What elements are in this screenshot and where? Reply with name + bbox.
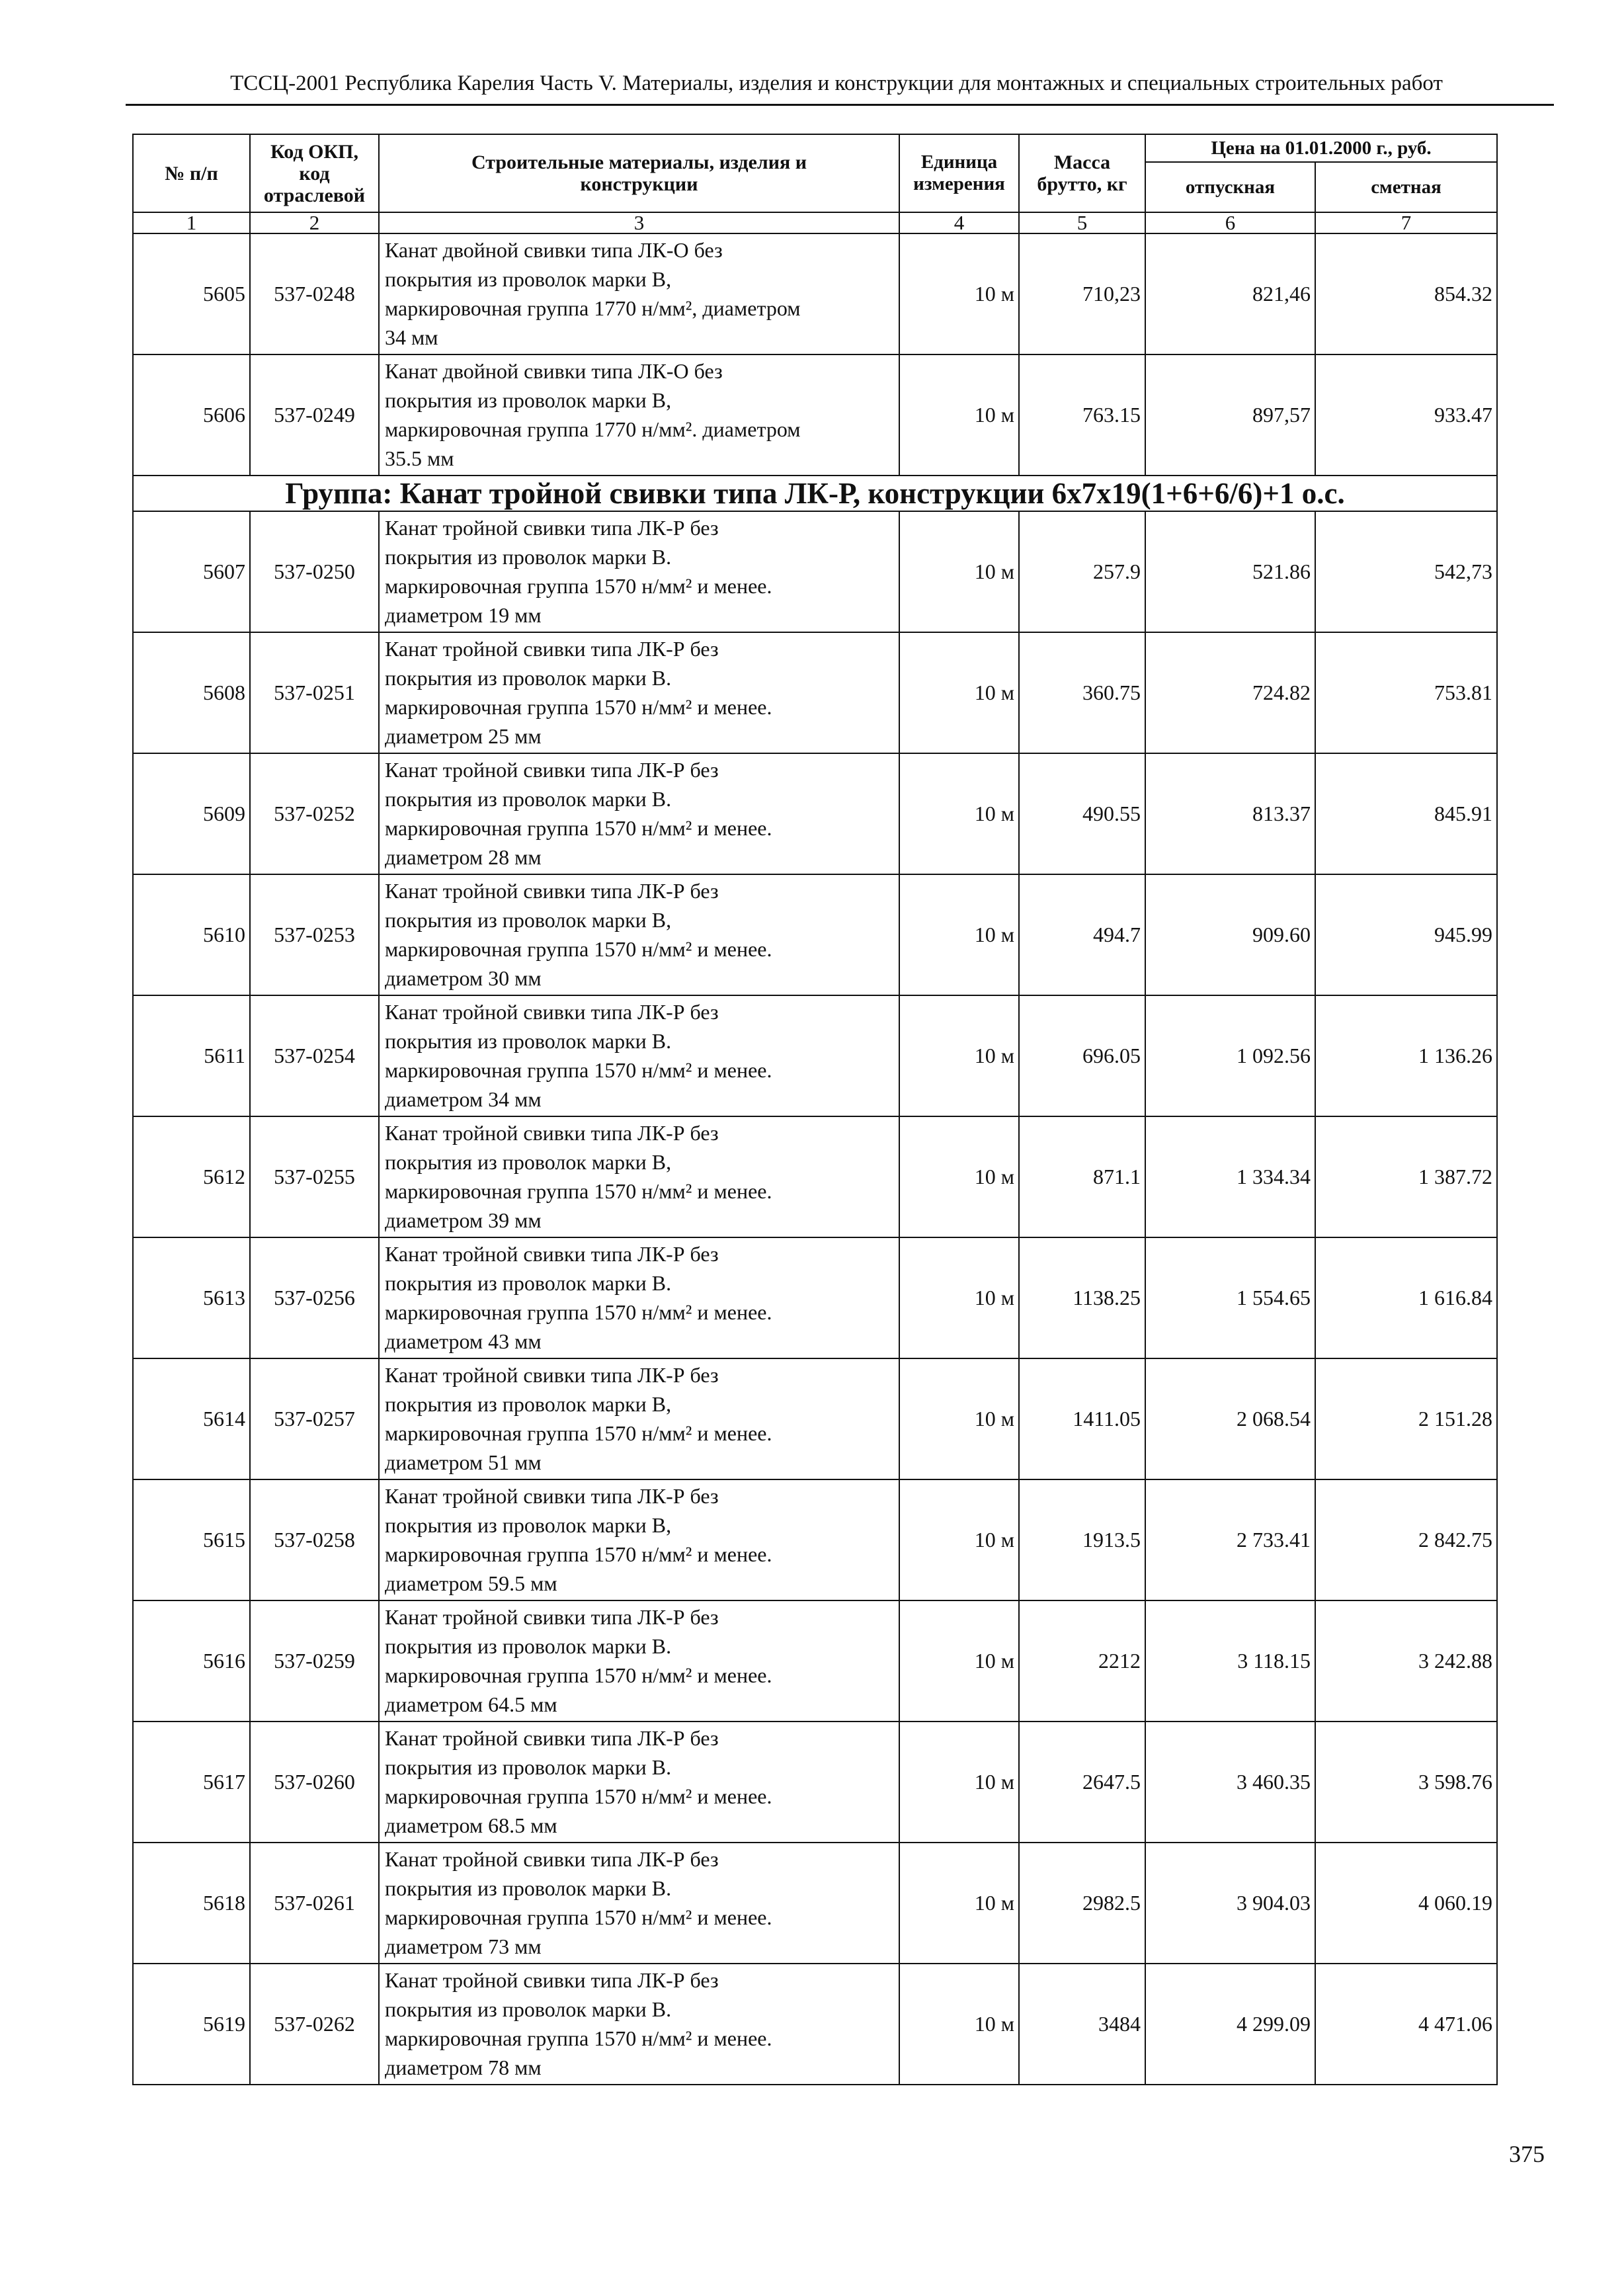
row-price-release: 897,57 xyxy=(1145,354,1315,476)
row-mass: 3484 xyxy=(1019,1964,1145,2085)
group-row xyxy=(133,476,1497,511)
row-code: 537-0253 xyxy=(250,874,379,995)
row-price-release: 909.60 xyxy=(1145,874,1315,995)
row-price-release: 3 460.35 xyxy=(1145,1722,1315,1843)
row-price-estimate: 933.47 xyxy=(1315,354,1497,476)
row-price-release: 1 554.65 xyxy=(1145,1237,1315,1358)
row-unit: 10 м xyxy=(899,1479,1019,1600)
row-price-release: 2 733.41 xyxy=(1145,1479,1315,1600)
header-price-release: отпускная xyxy=(1145,162,1315,212)
table-row xyxy=(133,995,1497,1116)
table-row xyxy=(133,1964,1497,2085)
description-line: покрытия из проволок марки В. xyxy=(385,1876,672,1900)
row-price-estimate: 2 151.28 xyxy=(1315,1358,1497,1479)
description-line: Канат тройной свивки типа ЛК-Р без xyxy=(385,1000,719,1024)
description-line: маркировочная группа 1570 н/мм² и менее. xyxy=(385,574,772,598)
table-row xyxy=(133,1116,1497,1237)
row-unit: 10 м xyxy=(899,1237,1019,1358)
column-number: 4 xyxy=(899,212,1019,233)
row-code: 537-0256 xyxy=(250,1237,379,1358)
header-mass xyxy=(1019,134,1145,212)
column-numbers-row xyxy=(133,212,1497,233)
description-line: диаметром 73 мм xyxy=(385,1934,542,1958)
table-row xyxy=(133,1358,1497,1479)
row-description xyxy=(379,874,899,995)
row-unit: 10 м xyxy=(899,1600,1019,1722)
description-line: диаметром 25 мм xyxy=(385,724,542,748)
row-price-estimate: 4 060.19 xyxy=(1315,1843,1497,1964)
row-price-estimate: 542,73 xyxy=(1315,511,1497,632)
description-line: диаметром 68.5 мм xyxy=(385,1813,557,1837)
description-line: диаметром 59.5 мм xyxy=(385,1571,557,1595)
header-rule xyxy=(126,104,1554,106)
description-line: покрытия из проволок марки В. xyxy=(385,666,672,690)
description-line: покрытия из проволок марки В. xyxy=(385,545,672,569)
row-description xyxy=(379,995,899,1116)
row-number: 5608 xyxy=(133,632,250,753)
table-row xyxy=(133,1843,1497,1964)
header-materials xyxy=(379,134,899,212)
row-price-estimate: 3 242.88 xyxy=(1315,1600,1497,1722)
table-body xyxy=(133,212,1497,2085)
description-line: маркировочная группа 1570 н/мм² и менее. xyxy=(385,1421,772,1445)
row-price-release: 3 904.03 xyxy=(1145,1843,1315,1964)
column-number: 2 xyxy=(250,212,379,233)
description-line: маркировочная группа 1570 н/мм² и менее. xyxy=(385,1542,772,1566)
row-description xyxy=(379,1358,899,1479)
header-mass-line2: брутто, кг xyxy=(1037,173,1127,195)
header-okp xyxy=(250,134,379,212)
description-line: маркировочная группа 1570 н/мм² и менее. xyxy=(385,1179,772,1203)
header-price: Цена на 01.01.2000 г., руб. xyxy=(1145,134,1497,162)
row-price-estimate: 4 471.06 xyxy=(1315,1964,1497,2085)
row-number: 5607 xyxy=(133,511,250,632)
description-line: покрытия из проволок марки В. xyxy=(385,1634,672,1658)
row-code: 537-0260 xyxy=(250,1722,379,1843)
description-line: покрытия из проволок марки В. xyxy=(385,787,672,811)
row-price-release: 724.82 xyxy=(1145,632,1315,753)
row-price-estimate: 753.81 xyxy=(1315,632,1497,753)
row-number: 5610 xyxy=(133,874,250,995)
description-line: Канат двойной свивки типа ЛК-О без xyxy=(385,359,723,383)
description-line: диаметром 39 мм xyxy=(385,1208,542,1232)
description-line: маркировочная группа 1570 н/мм² и менее. xyxy=(385,1784,772,1808)
row-price-estimate: 854.32 xyxy=(1315,233,1497,354)
row-description xyxy=(379,1722,899,1843)
table-row xyxy=(133,632,1497,753)
row-price-release: 521.86 xyxy=(1145,511,1315,632)
description-line: Канат тройной свивки типа ЛК-Р без xyxy=(385,1242,719,1266)
column-number: 1 xyxy=(133,212,250,233)
description-line: Канат тройной свивки типа ЛК-Р без xyxy=(385,1121,719,1145)
row-price-release: 1 092.56 xyxy=(1145,995,1315,1116)
row-mass: 2982.5 xyxy=(1019,1843,1145,1964)
row-mass: 2647.5 xyxy=(1019,1722,1145,1843)
description-line: маркировочная группа 1770 н/мм², диаметром xyxy=(385,296,801,320)
description-line: покрытия из проволок марки В, xyxy=(385,267,672,291)
description-line: диаметром 19 мм xyxy=(385,603,542,627)
header-unit-line2: измерения xyxy=(913,173,1005,194)
description-line: покрытия из проволок марки В. xyxy=(385,1271,672,1295)
row-code: 537-0262 xyxy=(250,1964,379,2085)
table-row xyxy=(133,1237,1497,1358)
row-mass: 2212 xyxy=(1019,1600,1145,1722)
row-unit: 10 м xyxy=(899,874,1019,995)
description-line: 34 мм xyxy=(385,325,438,349)
description-line: маркировочная группа 1570 н/мм² и менее. xyxy=(385,937,772,961)
description-line: маркировочная группа 1570 н/мм² и менее. xyxy=(385,1663,772,1687)
row-number: 5611 xyxy=(133,995,250,1116)
row-mass: 257.9 xyxy=(1019,511,1145,632)
description-line: покрытия из проволок марки В. xyxy=(385,1997,672,2021)
row-mass: 763.15 xyxy=(1019,354,1145,476)
row-unit: 10 м xyxy=(899,632,1019,753)
row-unit: 10 м xyxy=(899,995,1019,1116)
row-unit: 10 м xyxy=(899,1843,1019,1964)
description-line: покрытия из проволок марки В. xyxy=(385,1029,672,1053)
description-line: покрытия из проволок марки В, xyxy=(385,908,672,932)
row-mass: 1138.25 xyxy=(1019,1237,1145,1358)
header-materials-line2: конструкции xyxy=(580,173,698,195)
column-number: 3 xyxy=(379,212,899,233)
row-price-release: 3 118.15 xyxy=(1145,1600,1315,1722)
row-number: 5605 xyxy=(133,233,250,354)
description-line: диаметром 64.5 мм xyxy=(385,1692,557,1716)
row-description xyxy=(379,233,899,354)
row-code: 537-0261 xyxy=(250,1843,379,1964)
row-price-estimate: 1 387.72 xyxy=(1315,1116,1497,1237)
description-line: маркировочная группа 1570 н/мм² и менее. xyxy=(385,1058,772,1082)
row-code: 537-0252 xyxy=(250,753,379,874)
column-number: 7 xyxy=(1315,212,1497,233)
description-line: диаметром 51 мм xyxy=(385,1450,542,1474)
description-line: диаметром 78 мм xyxy=(385,2055,542,2079)
description-line: Канат тройной свивки типа ЛК-Р без xyxy=(385,516,719,540)
header-num: № п/п xyxy=(133,134,250,212)
description-line: маркировочная группа 1570 н/мм² и менее. xyxy=(385,2026,772,2050)
row-code: 537-0250 xyxy=(250,511,379,632)
description-line: Канат тройной свивки типа ЛК-Р без xyxy=(385,1363,719,1387)
page-header: ТССЦ-2001 Республика Карелия Часть V. Материалы, изделия и конструкции для монтажных и специальных строительных работ xyxy=(230,71,1443,95)
description-line: Канат тройной свивки типа ЛК-Р без xyxy=(385,879,719,903)
group-title: Группа: Канат тройной свивки типа ЛК-Р, конструкции 6х7х19(1+6+6/6)+1 о.с. xyxy=(133,476,1497,511)
description-line: покрытия из проволок марки В, xyxy=(385,1150,672,1174)
row-price-estimate: 2 842.75 xyxy=(1315,1479,1497,1600)
description-line: диаметром 28 мм xyxy=(385,845,542,869)
header-okp-line3: отраслевой xyxy=(263,184,366,206)
row-price-release: 4 299.09 xyxy=(1145,1964,1315,2085)
row-number: 5615 xyxy=(133,1479,250,1600)
description-line: диаметром 34 мм xyxy=(385,1087,542,1111)
header-unit-line1: Единица xyxy=(920,151,998,173)
row-price-release: 821,46 xyxy=(1145,233,1315,354)
row-number: 5617 xyxy=(133,1722,250,1843)
row-code: 537-0258 xyxy=(250,1479,379,1600)
row-description xyxy=(379,1479,899,1600)
row-number: 5609 xyxy=(133,753,250,874)
row-code: 537-0255 xyxy=(250,1116,379,1237)
description-line: Канат тройной свивки типа ЛК-Р без xyxy=(385,1726,719,1750)
price-table xyxy=(132,134,1498,2085)
row-code: 537-0254 xyxy=(250,995,379,1116)
row-number: 5616 xyxy=(133,1600,250,1722)
row-unit: 10 м xyxy=(899,1964,1019,2085)
row-description xyxy=(379,354,899,476)
row-price-release: 813.37 xyxy=(1145,753,1315,874)
table-row xyxy=(133,753,1497,874)
row-unit: 10 м xyxy=(899,354,1019,476)
row-mass: 696.05 xyxy=(1019,995,1145,1116)
row-description xyxy=(379,632,899,753)
row-price-estimate: 1 616.84 xyxy=(1315,1237,1497,1358)
description-line: маркировочная группа 1570 н/мм² и менее. xyxy=(385,1300,772,1324)
header-okp-line1: Код ОКП, xyxy=(270,140,358,163)
row-description xyxy=(379,1116,899,1237)
description-line: покрытия из проволок марки В. xyxy=(385,1755,672,1779)
description-line: Канат двойной свивки типа ЛК-О без xyxy=(385,238,723,262)
row-description xyxy=(379,1964,899,2085)
row-mass: 871.1 xyxy=(1019,1116,1145,1237)
row-price-estimate: 845.91 xyxy=(1315,753,1497,874)
page-number: 375 xyxy=(1509,2141,1545,2167)
description-line: Канат тройной свивки типа ЛК-Р без xyxy=(385,1605,719,1629)
header-mass-line1: Масса xyxy=(1053,151,1111,173)
table-row xyxy=(133,511,1497,632)
table-row xyxy=(133,233,1497,354)
description-line: Канат тройной свивки типа ЛК-Р без xyxy=(385,1968,719,1992)
row-price-release: 2 068.54 xyxy=(1145,1358,1315,1479)
row-unit: 10 м xyxy=(899,753,1019,874)
description-line: покрытия из проволок марки В, xyxy=(385,388,672,412)
row-number: 5614 xyxy=(133,1358,250,1479)
header-price-estimate: сметная xyxy=(1315,162,1497,212)
row-description xyxy=(379,1237,899,1358)
row-number: 5606 xyxy=(133,354,250,476)
description-line: 35.5 мм xyxy=(385,446,454,470)
row-code: 537-0251 xyxy=(250,632,379,753)
row-description xyxy=(379,1600,899,1722)
row-code: 537-0257 xyxy=(250,1358,379,1479)
row-mass: 710,23 xyxy=(1019,233,1145,354)
description-line: диаметром 43 мм xyxy=(385,1329,542,1353)
header-okp-line2: код xyxy=(299,162,330,185)
description-line: маркировочная группа 1570 н/мм² и менее. xyxy=(385,816,772,840)
row-price-estimate: 945.99 xyxy=(1315,874,1497,995)
table-row xyxy=(133,874,1497,995)
table-row xyxy=(133,1722,1497,1843)
row-mass: 1913.5 xyxy=(1019,1479,1145,1600)
column-number: 5 xyxy=(1019,212,1145,233)
row-number: 5612 xyxy=(133,1116,250,1237)
row-code: 537-0259 xyxy=(250,1600,379,1722)
description-line: покрытия из проволок марки В, xyxy=(385,1513,672,1537)
description-line: маркировочная группа 1570 н/мм² и менее. xyxy=(385,695,772,719)
row-description xyxy=(379,511,899,632)
row-price-release: 1 334.34 xyxy=(1145,1116,1315,1237)
row-unit: 10 м xyxy=(899,1358,1019,1479)
header-materials-line1: Строительные материалы, изделия и xyxy=(471,151,807,173)
row-mass: 494.7 xyxy=(1019,874,1145,995)
description-line: покрытия из проволок марки В, xyxy=(385,1392,672,1416)
description-line: диаметром 30 мм xyxy=(385,966,542,990)
row-number: 5619 xyxy=(133,1964,250,2085)
row-number: 5618 xyxy=(133,1843,250,1964)
row-number: 5613 xyxy=(133,1237,250,1358)
row-mass: 360.75 xyxy=(1019,632,1145,753)
table-row xyxy=(133,1600,1497,1722)
row-price-estimate: 3 598.76 xyxy=(1315,1722,1497,1843)
row-description xyxy=(379,1843,899,1964)
row-unit: 10 м xyxy=(899,1116,1019,1237)
description-line: Канат тройной свивки типа ЛК-Р без xyxy=(385,758,719,782)
table-row xyxy=(133,1479,1497,1600)
row-price-estimate: 1 136.26 xyxy=(1315,995,1497,1116)
description-line: Канат тройной свивки типа ЛК-Р без xyxy=(385,637,719,661)
row-unit: 10 м xyxy=(899,511,1019,632)
description-line: маркировочная группа 1570 н/мм² и менее. xyxy=(385,1905,772,1929)
description-line: Канат тройной свивки типа ЛК-Р без xyxy=(385,1484,719,1508)
row-code: 537-0249 xyxy=(250,354,379,476)
description-line: Канат тройной свивки типа ЛК-Р без xyxy=(385,1847,719,1871)
row-code: 537-0248 xyxy=(250,233,379,354)
header-unit xyxy=(899,134,1019,212)
row-description xyxy=(379,753,899,874)
description-line: маркировочная группа 1770 н/мм². диаметром xyxy=(385,417,801,441)
row-unit: 10 м xyxy=(899,233,1019,354)
row-unit: 10 м xyxy=(899,1722,1019,1843)
table-row xyxy=(133,354,1497,476)
row-mass: 490.55 xyxy=(1019,753,1145,874)
row-mass: 1411.05 xyxy=(1019,1358,1145,1479)
column-number: 6 xyxy=(1145,212,1315,233)
